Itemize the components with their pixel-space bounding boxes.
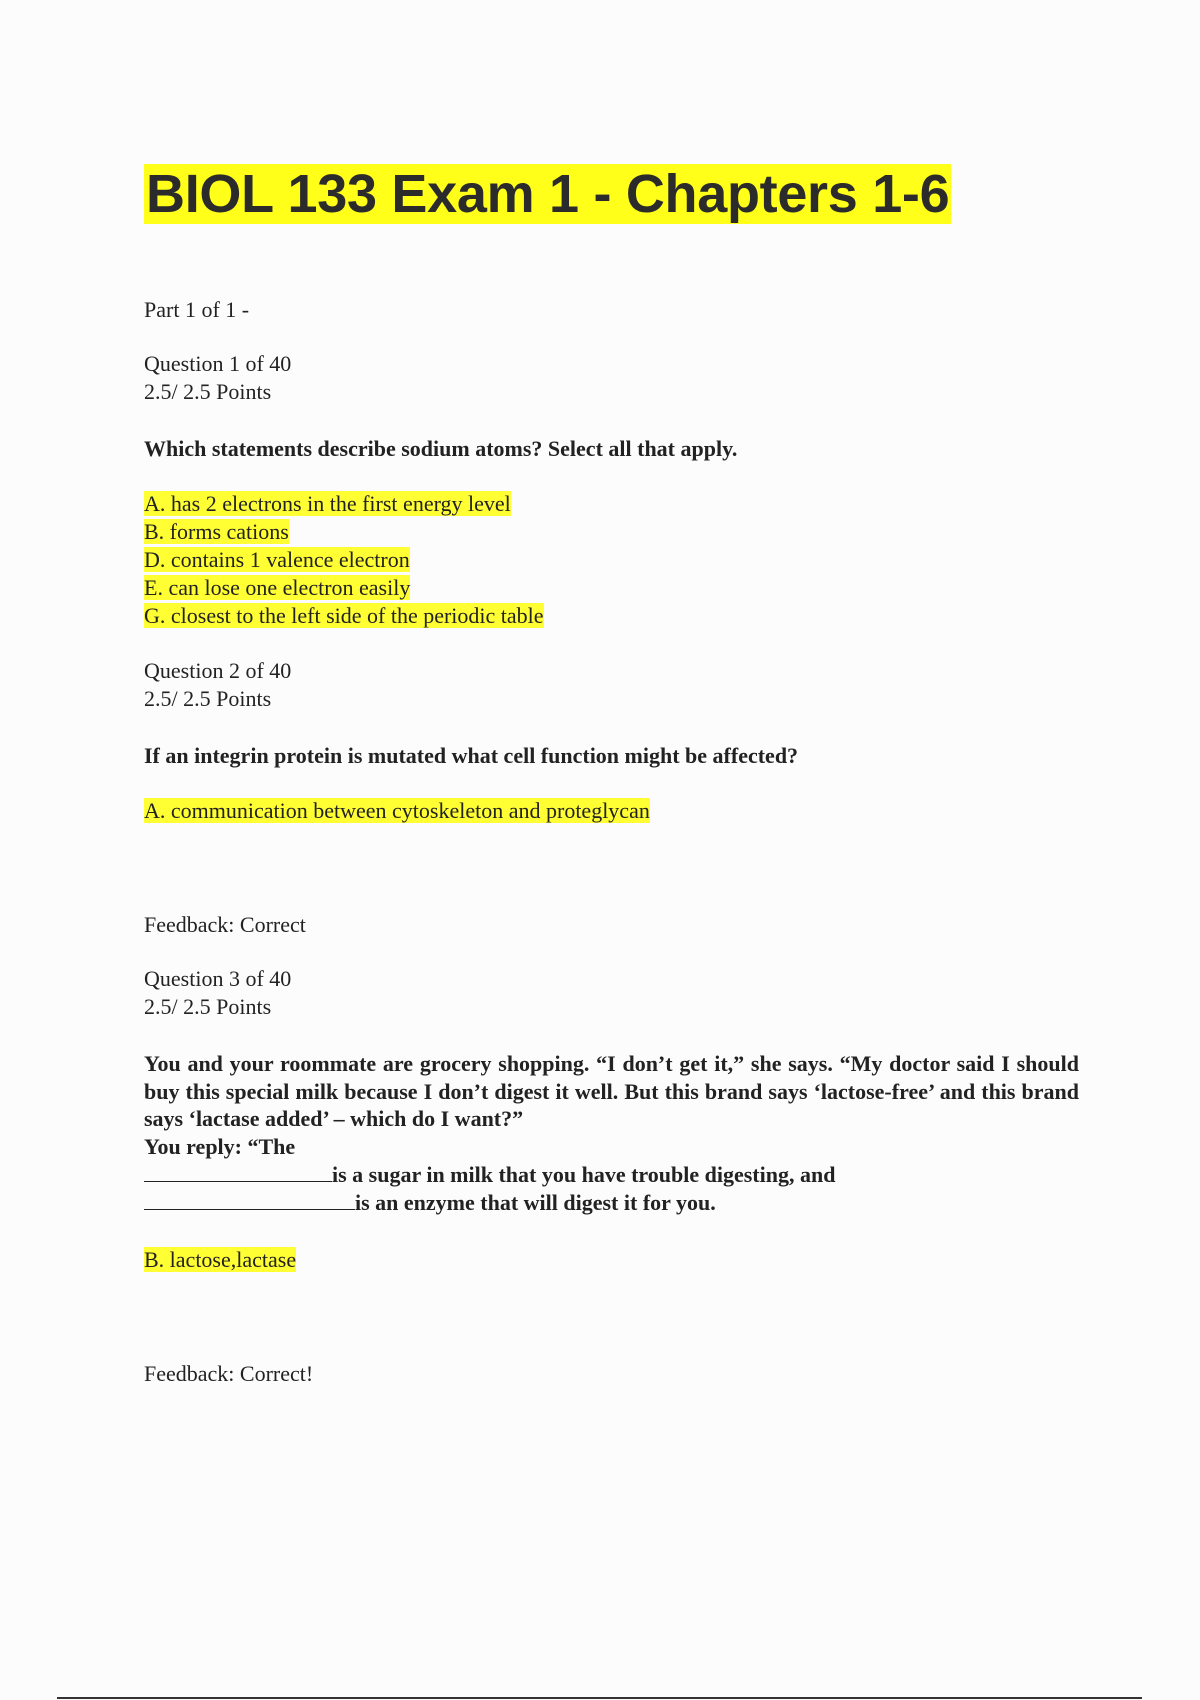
answer-highlight: E. can lose one electron easily (144, 575, 411, 600)
question-1-header (144, 350, 1084, 406)
question-2-header (144, 657, 1084, 713)
footer-divider (57, 1697, 1142, 1699)
question-3-prompt (144, 1050, 1084, 1217)
question-number: Question 2 of 40 (144, 658, 292, 683)
answer-item (144, 490, 1084, 518)
question-number: Question 1 of 40 (144, 351, 292, 376)
answer-highlight: G. closest to the left side of the periodic table (144, 603, 544, 628)
answer-item (144, 1246, 1084, 1274)
question-points: 2.5/ 2.5 Points (144, 686, 272, 711)
question-3-scenario: You and your roommate are grocery shopping. “I don’t get it,” she says. “My doctor said I should buy this special milk because I don’t digest it well. But this brand says ‘lactose-free’ and this brand says ‘lactase added’ – which do I want?” (144, 1051, 1079, 1131)
question-points: 2.5/ 2.5 Points (144, 379, 272, 404)
question-2-feedback: Feedback: Correct (144, 912, 306, 937)
answer-item (144, 546, 1084, 574)
question-3-reply: You reply: “The (144, 1133, 296, 1159)
question-2-prompt: If an integrin protein is mutated what cell function might be affected? (144, 743, 799, 768)
question-3-header (144, 965, 1084, 1021)
document-title-text: BIOL 133 Exam 1 - Chapters 1-6 (146, 164, 950, 224)
fill-in-text-2: is an enzyme that will digest it for you. (355, 1189, 716, 1215)
question-points: 2.5/ 2.5 Points (144, 994, 272, 1019)
answer-blank (144, 1189, 355, 1210)
part-label: Part 1 of 1 - (144, 297, 250, 322)
answer-item (144, 797, 1084, 825)
answer-highlight: B. forms cations (144, 519, 289, 544)
question-1-prompt: Which statements describe sodium atoms? Select all that apply. (144, 436, 738, 461)
answer-highlight: A. communication between cytoskeleton and proteglycan (144, 798, 650, 823)
answer-highlight: A. has 2 electrons in the first energy level (144, 491, 511, 516)
fill-in-text-1: is a sugar in milk that you have trouble digesting, and (332, 1161, 836, 1187)
answer-highlight: B. lactose,lactase (144, 1247, 297, 1272)
document-title (144, 160, 951, 228)
question-1-answers (144, 490, 1084, 630)
fill-in-line-2 (144, 1189, 1084, 1217)
fill-in-line-1 (144, 1161, 1084, 1189)
answer-highlight: D. contains 1 valence electron (144, 547, 410, 572)
answer-item (144, 574, 1084, 602)
answer-item (144, 518, 1084, 546)
answer-blank (144, 1161, 332, 1182)
question-number: Question 3 of 40 (144, 966, 292, 991)
question-3-feedback: Feedback: Correct! (144, 1361, 314, 1386)
answer-item (144, 602, 1084, 630)
